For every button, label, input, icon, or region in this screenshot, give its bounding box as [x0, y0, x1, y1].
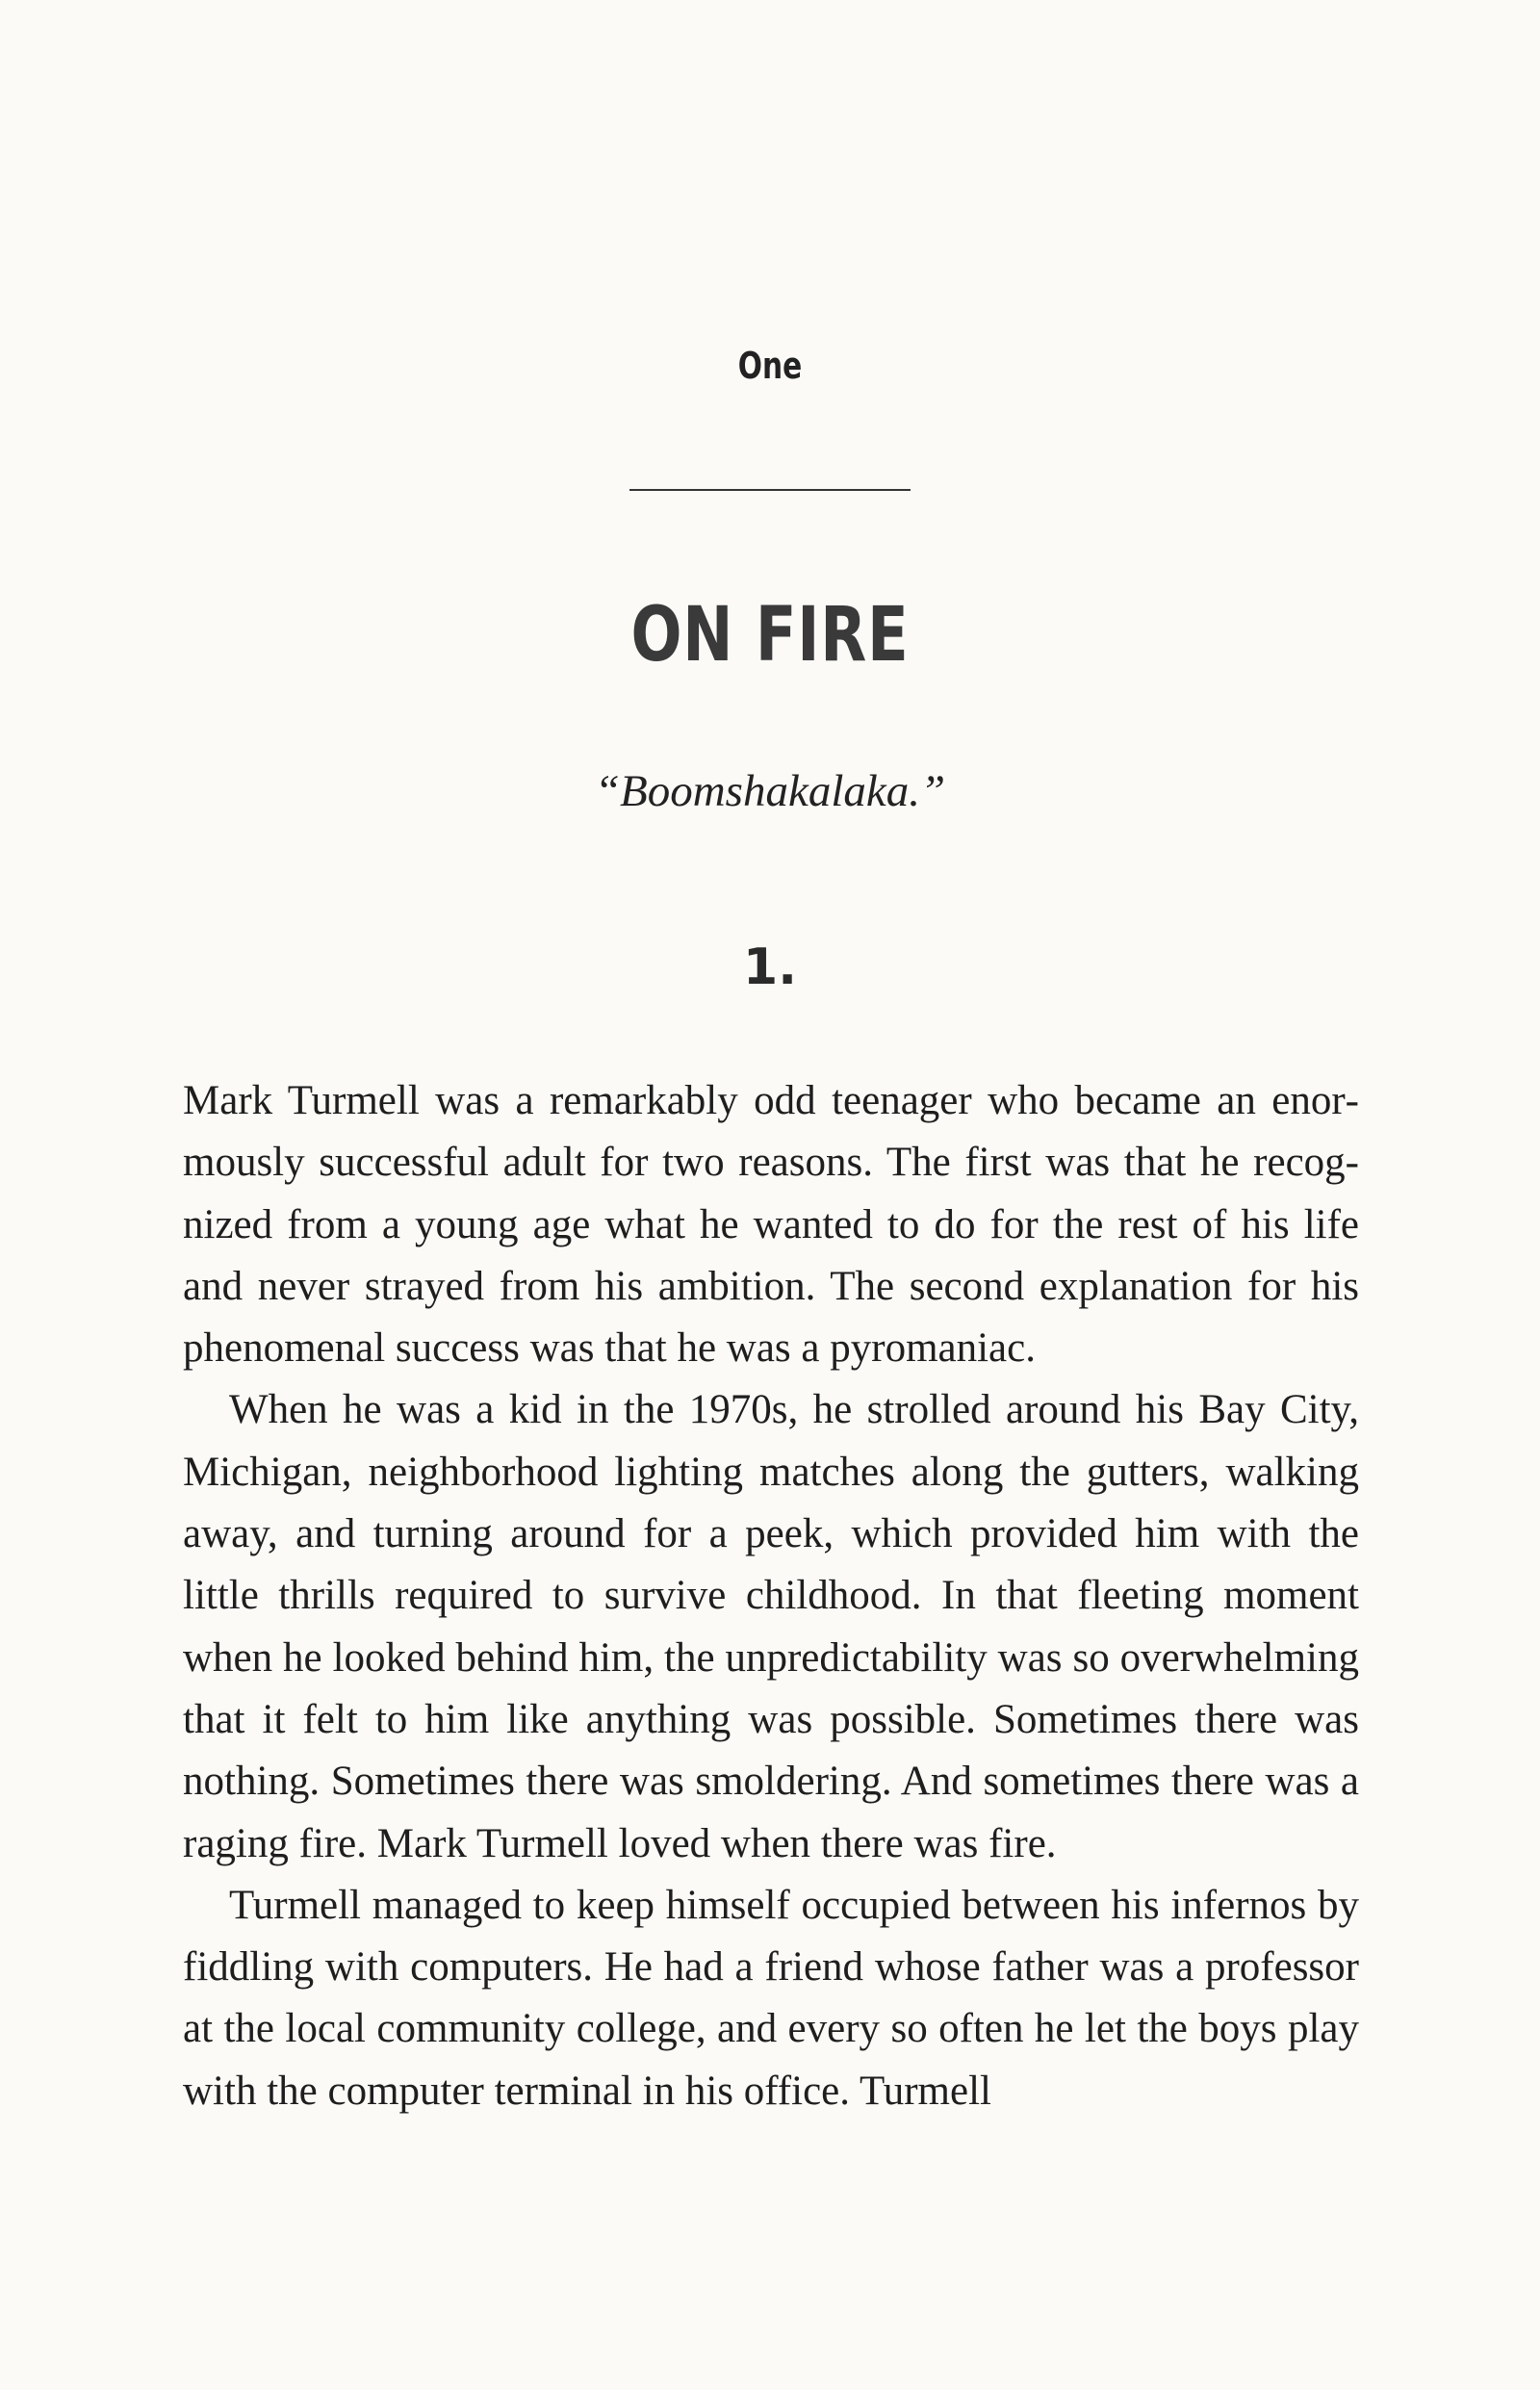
- chapter-divider: [629, 489, 911, 491]
- chapter-label: One: [737, 345, 803, 387]
- section-number: 1.: [743, 938, 797, 996]
- body-text: [183, 1070, 1359, 2122]
- paragraph-3: Turmell managed to keep himself occupied between his infernos by fiddling with computers. He had a friend whose father was a professor at the local community college, and every so often he let the boys play with the computer terminal in his office. Turmell: [183, 1882, 1359, 2114]
- chapter-title: ON FIRE: [630, 592, 910, 679]
- paragraph-2: When he was a kid in the 1970s, he strolled around his Bay City, Michigan, neighborhood lighting matches along the gutters, walking away, and turning around for a peek, which provided him with the little thrills required to survive childhood. In that fleeting moment when he looked behind him, the unpredictability was so overwhelming that it felt to him like anything was possible. Sometimes there was nothing. Sometimes there was smoldering. And sometimes there was a raging fire. Mark Turmell loved when there was fire.: [183, 1387, 1359, 1866]
- chapter-epigraph: “Boomshakalaka.”: [594, 766, 946, 816]
- paragraph-1: Mark Turmell was a remarkably odd teenager who became an enormously successful adult for two reasons. The first was that he recognized from a young age what he wanted to do for the rest of his life and never strayed from his ambition. The second explanation for his phenomenal success was that he was a pyromaniac.: [183, 1078, 1359, 1372]
